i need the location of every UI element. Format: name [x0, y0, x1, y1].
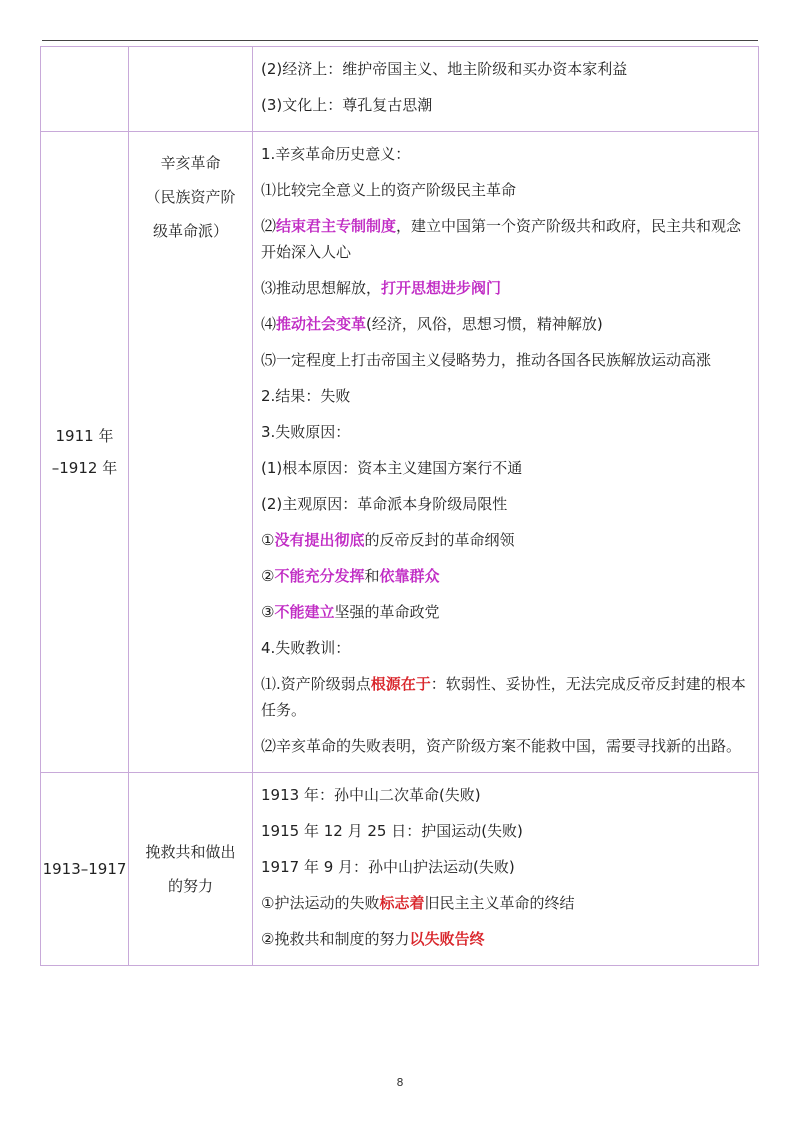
highlight-text: 依靠群众 [379, 567, 440, 585]
page-number: 8 [396, 1076, 404, 1089]
content-line [261, 813, 752, 849]
body-text: ⑴比较完全意义上的资产阶级民主革命 [261, 181, 517, 199]
table-row-3 [41, 773, 759, 966]
body-text: ：失败 [305, 387, 351, 405]
bold-label: 4.失败教训： [261, 639, 351, 657]
content-line [261, 522, 752, 558]
bold-label: 1915 年 12 月 25 日 [261, 822, 407, 840]
content-line [261, 306, 752, 342]
body-text: ①护法运动的失败 [261, 894, 380, 912]
body-text: ，建立中国第一个资产阶级共和政府，民主共和观念开始深入人心 [261, 217, 742, 261]
bold-label: 2.结果 [261, 387, 306, 405]
event-line: 辛亥革命 [160, 154, 221, 172]
body-text: ② [261, 567, 275, 585]
body-text: ：孙中山二次革命(失败) [318, 786, 481, 804]
content-line [261, 450, 752, 486]
body-text: 革命派本身阶级局限性 [357, 495, 508, 513]
bold-label: (2)主观原因： [261, 495, 358, 513]
body-text: (经济，风俗，思想习惯，精神解放) [366, 315, 603, 333]
body-text: 旧民主主义革命的终结 [424, 894, 575, 912]
highlight-text: 打开思想进步阀门 [381, 279, 502, 297]
year-cell-2 [41, 132, 129, 773]
content-line [261, 558, 752, 594]
body-text: 和 [364, 567, 380, 585]
content-line [261, 486, 752, 522]
body-text: ⑷ [261, 315, 277, 333]
highlight-text: 标志着 [379, 894, 425, 912]
body-text: ⑶推动思想解放， [261, 279, 382, 297]
content-line [261, 51, 752, 87]
body-text: 的反帝反封的革命纲领 [364, 531, 515, 549]
body-text: 维护帝国主义、地主阶级和买办资本家利益 [342, 60, 628, 78]
highlight-text: 不能充分发挥 [274, 567, 365, 585]
bold-label: 1.辛亥革命历史意义： [261, 145, 411, 163]
bold-label: (1)根本原因： [261, 459, 358, 477]
year-line: –1912 年 [51, 459, 118, 477]
highlight-text: 没有提出彻底 [274, 531, 365, 549]
highlight-text: 结束君主专制制度 [276, 217, 397, 235]
content-line [261, 378, 752, 414]
highlight-text: 根源在于 [370, 675, 431, 693]
body-text: ③ [261, 603, 275, 621]
content-cell-2 [253, 132, 759, 773]
body-text: ：护国运动(失败) [406, 822, 523, 840]
event-cell-1 [129, 47, 253, 132]
event-line: 级革命派） [152, 222, 228, 240]
header-rule [42, 40, 758, 41]
body-text: ⑸一定程度上打击帝国主义侵略势力，推动各国各民族解放运动高涨 [261, 351, 712, 369]
event-line: 的努力 [167, 877, 213, 895]
content-line [261, 136, 752, 172]
body-text: 尊孔复古思潮 [342, 96, 433, 114]
history-notes-table [40, 46, 759, 966]
content-line [261, 270, 752, 306]
content-line [261, 87, 752, 123]
bold-label: 3.失败原因： [261, 423, 351, 441]
content-cell-3 [253, 773, 759, 966]
event-cell-3 [129, 773, 253, 966]
content-cell-1 [253, 47, 759, 132]
event-line: 挽救共和做出 [145, 843, 236, 861]
bold-label: (3)文化上： [261, 96, 343, 114]
body-text: 坚强的革命政党 [334, 603, 440, 621]
content-line [261, 777, 752, 813]
content-line [261, 728, 752, 764]
bold-label: 1913 年 [261, 786, 319, 804]
body-text: ⑴.资产阶级弱点 [261, 675, 371, 693]
content-line [261, 172, 752, 208]
year-cell-1 [41, 47, 129, 132]
highlight-text: 推动社会变革 [276, 315, 367, 333]
body-text: ⑵ [261, 217, 277, 235]
content-line [261, 594, 752, 630]
year-line: 1913–1917 [42, 860, 127, 878]
year-cell-3 [41, 773, 129, 966]
body-text: ⑵辛亥革命的失败表明，资产阶级方案不能救中国，需要寻找新的出路。 [261, 737, 742, 755]
highlight-text: 以失败告终 [409, 930, 485, 948]
body-text: ：孙中山护法运动(失败) [353, 858, 515, 876]
content-line [261, 414, 752, 450]
event-cell-2 [129, 132, 253, 773]
bold-label: (2)经济上： [261, 60, 343, 78]
body-text: 资本主义建国方案行不通 [357, 459, 523, 477]
content-line [261, 630, 752, 666]
body-text: ：软弱性、妥协性，无法完成反帝反封建的根本任务。 [261, 675, 746, 719]
bold-label: 1917 年 9 月 [261, 858, 354, 876]
content-line [261, 849, 752, 885]
highlight-text: 不能建立 [274, 603, 335, 621]
event-line: （民族资产阶 [145, 188, 236, 206]
table-row-1 [41, 47, 759, 132]
content-line [261, 885, 752, 921]
content-line [261, 921, 752, 957]
content-line [261, 342, 752, 378]
content-line [261, 208, 752, 270]
table-row-2 [41, 132, 759, 773]
body-text: ②挽救共和制度的努力 [261, 930, 410, 948]
year-line: 1911 年 [55, 427, 114, 445]
content-line [261, 666, 752, 728]
body-text: ① [261, 531, 275, 549]
